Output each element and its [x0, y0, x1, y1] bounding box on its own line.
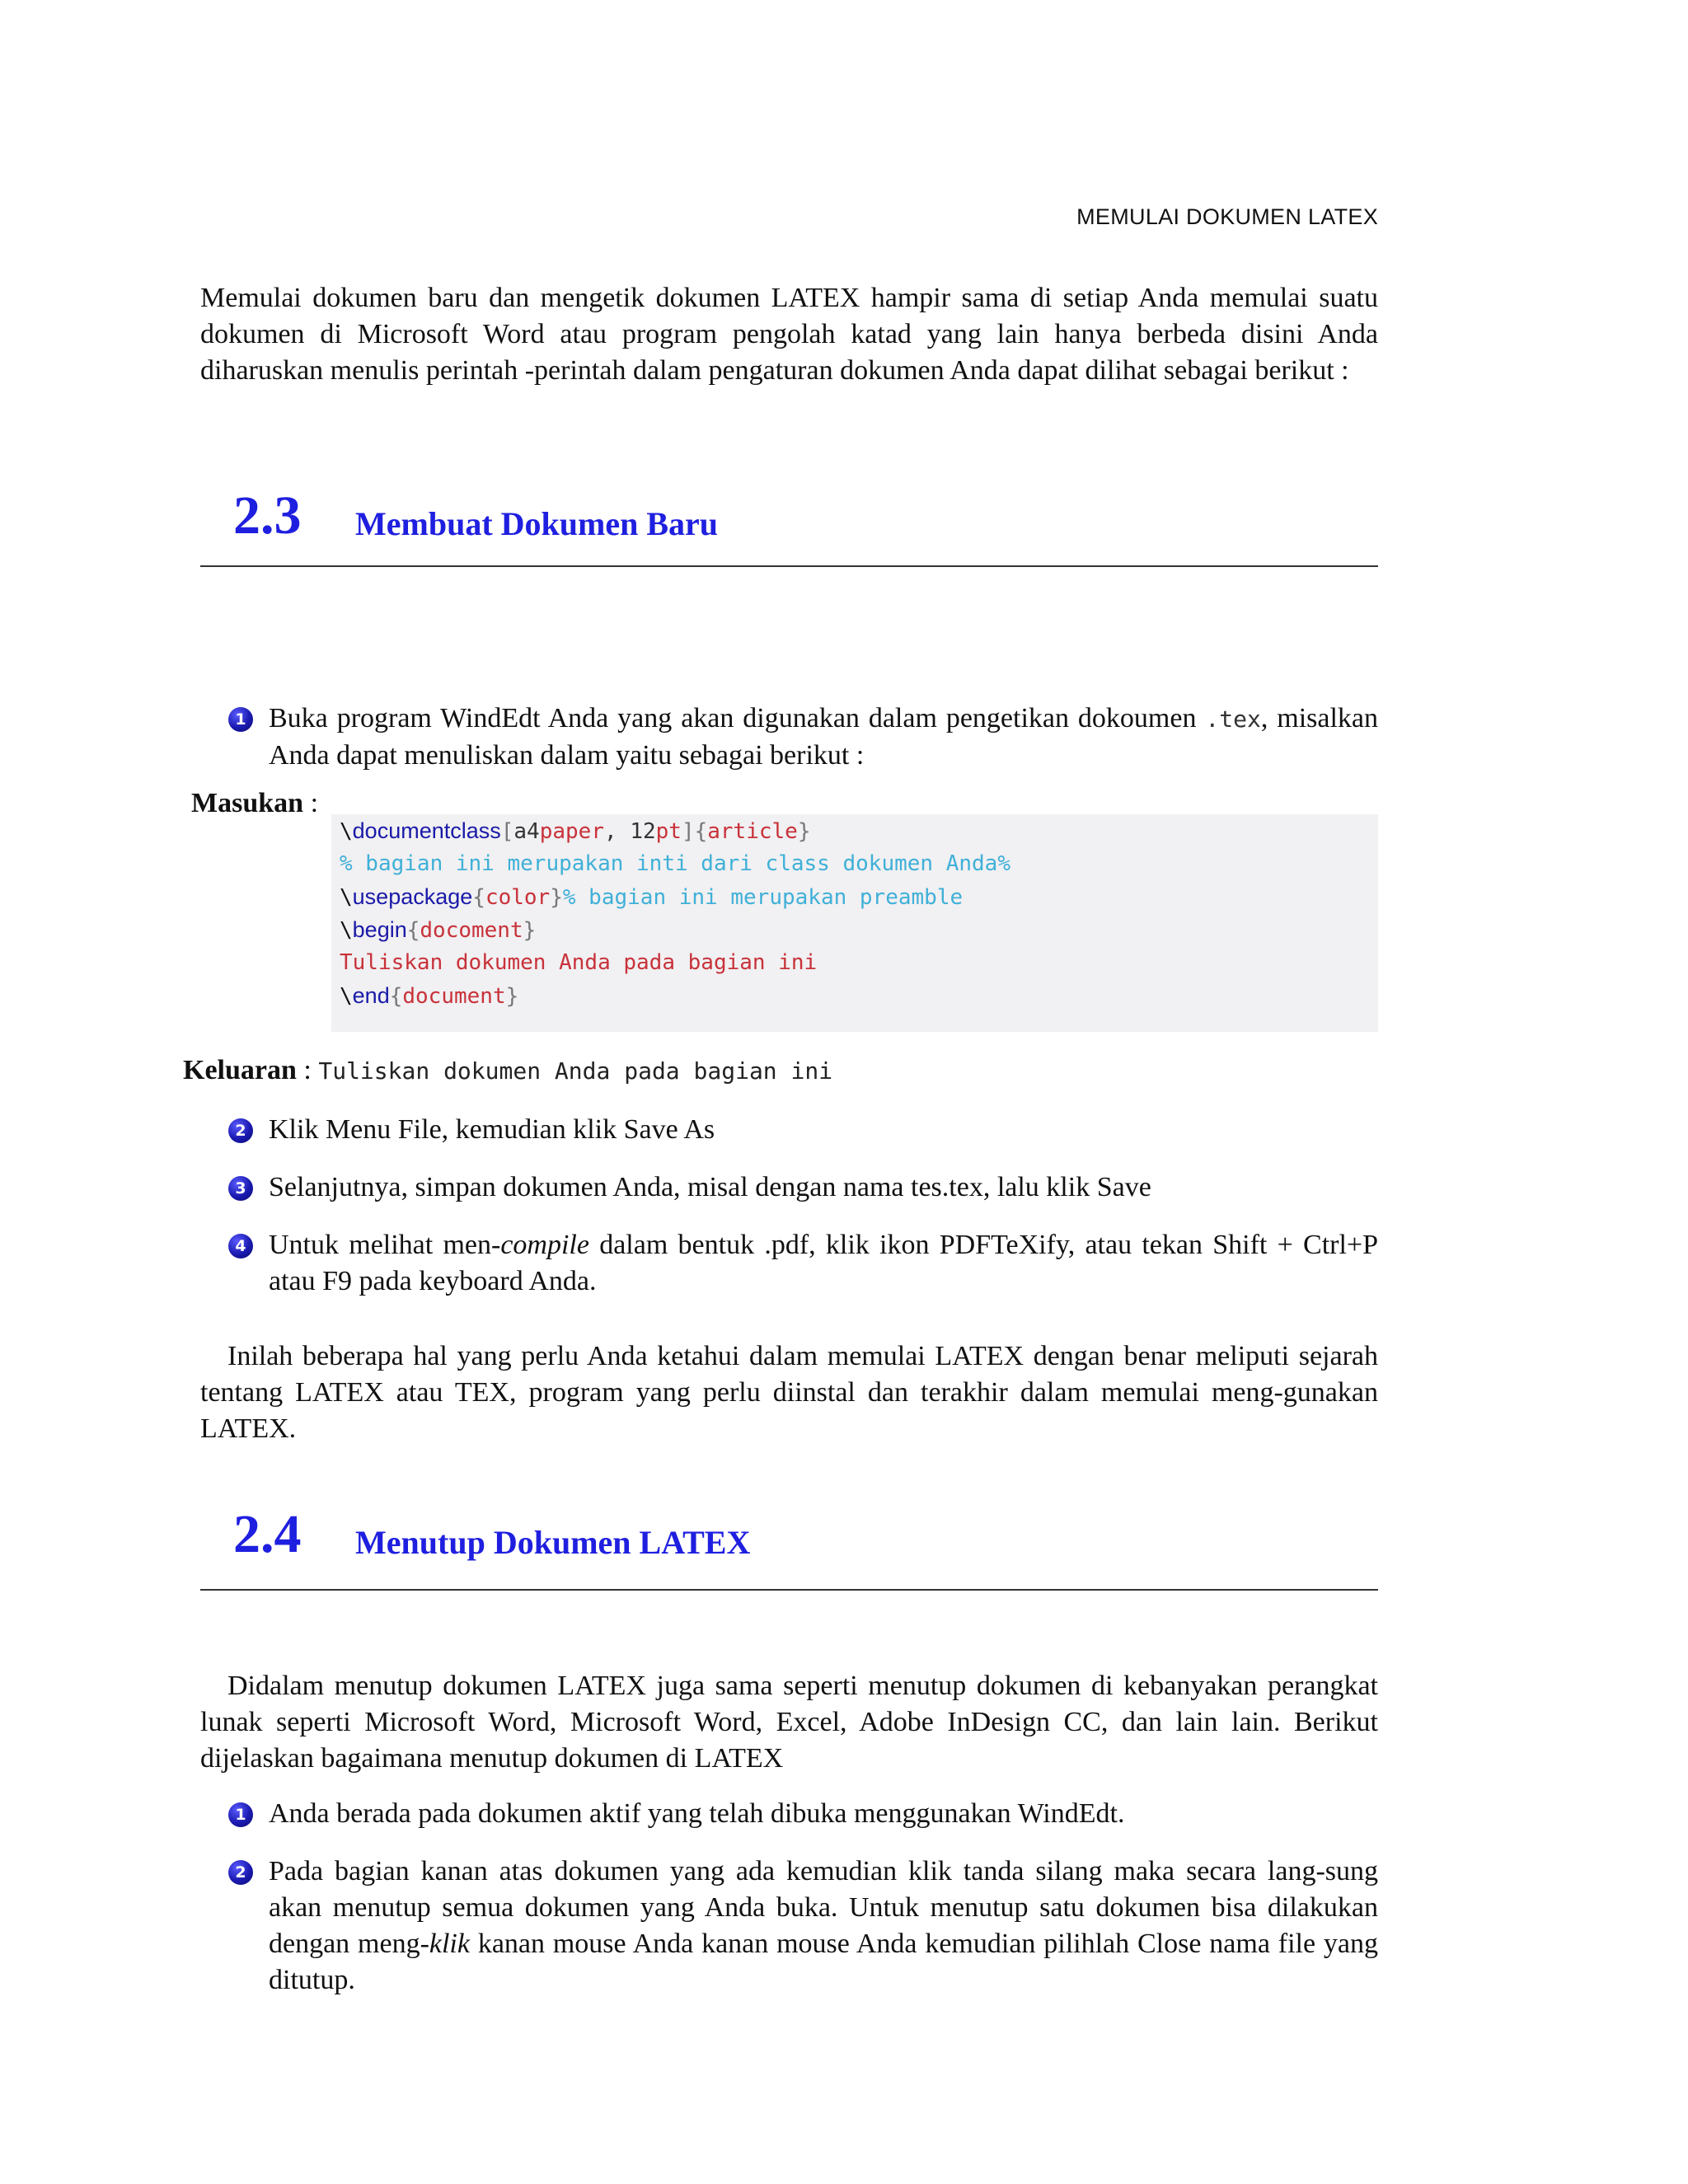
- section-number: 2.4: [233, 1504, 302, 1564]
- step-4-italic: compile: [500, 1230, 589, 1260]
- step-number-badge: 1: [228, 707, 253, 732]
- code-argument: pt: [655, 819, 682, 844]
- code-argument: docoment: [420, 918, 523, 943]
- close-step-2-text-before: Pada bagian kanan atas dokumen yang ada kemudian klik tanda silang maka secara lang-sung akan menutup semua dokumen yang Anda buka. Untuk menutup satu dokumen bisa dilakukan dengan meng-: [269, 1856, 1378, 1959]
- code-argument: paper: [539, 819, 604, 844]
- close-step-2-text-after: kanan mouse Anda kanan mouse Anda kemudian pilihlah Close nama file yang ditutup.: [269, 1929, 1378, 1995]
- section-title: Menutup Dokumen LATEX: [355, 1524, 751, 1561]
- code-command: end: [352, 983, 390, 1008]
- code-argument: article: [707, 819, 798, 844]
- output-label: Keluaran: [183, 1055, 297, 1085]
- closing-text: Inilah beberapa hal yang perlu Anda ketahui dalam memulai LATEX dengan benar meliputi sejarah tentang LATEX atau TEX, program yang perlu diinstal dan terakhir dalam memulai meng-gunakan LATEX.: [200, 1341, 1378, 1444]
- output-value: Tuliskan dokumen Anda pada bagian ini: [318, 1057, 833, 1085]
- code-argument: color: [485, 885, 551, 910]
- code-command: documentclass: [352, 818, 501, 843]
- code-bracket: [: [500, 819, 514, 844]
- close-step-2-text: [269, 1854, 1378, 1999]
- section-number: 2.3: [233, 485, 302, 546]
- step-4-text: [269, 1227, 1378, 1300]
- code-number: 12: [630, 819, 656, 844]
- step-4-text-before: Untuk melihat men-: [269, 1230, 501, 1260]
- code-comment: % bagian ini merupakan inti dari class dokumen Anda%: [340, 851, 1010, 876]
- section-2-4-intro: [200, 1668, 1378, 1777]
- step-number-badge: 1: [228, 1802, 253, 1827]
- section-heading-2-4: [200, 1503, 1378, 1602]
- code-body-text: Tuliskan dokumen Anda pada bagian ini: [340, 950, 818, 975]
- code-argument: document: [402, 984, 506, 1009]
- intro-paragraph: Memulai dokumen baru dan mengetik dokumen LATEX hampir sama di setiap Anda memulai suatu dokumen di Microsoft Word atau program pengolah katad yang lain hanya berbeda disini Anda diharuskan menulis perintah -perintah dalam pengaturan dokumen Anda dapat dilihat sebagai berikut :: [200, 283, 1378, 386]
- code-line-5: [340, 946, 817, 979]
- running-header: MEMULAI DOKUMEN LATEX: [1076, 204, 1378, 229]
- code-command: begin: [352, 917, 407, 942]
- step-number-badge: 3: [228, 1176, 253, 1201]
- input-label-text: Masukan: [191, 788, 304, 818]
- section-heading-2-3: [200, 485, 1378, 583]
- code-line-1: \documentclass[a4paper, 12pt]{article}: [340, 818, 811, 844]
- step-4-text-after: dalam bentuk .pdf, klik ikon PDFTeXify, atau tekan Shift + Ctrl+P atau F9 pada keyboard Anda.: [269, 1230, 1378, 1296]
- step-1-text-before: Buka program WindEdt Anda yang akan digunakan dalam pengetikan dokoumen: [269, 703, 1206, 733]
- code-line-3: \usepackage{color}% bagian ini merupakan preamble: [340, 884, 964, 910]
- code-line-6: \end{document}: [340, 983, 519, 1009]
- step-1-inline-code: .tex: [1205, 705, 1261, 733]
- step-number-badge: 2: [228, 1118, 253, 1143]
- code-comment: % bagian ini merupakan preamble: [562, 885, 964, 910]
- input-label: Masukan :: [191, 788, 319, 818]
- section-rule: [200, 565, 1378, 567]
- output-row: Keluaran : Tuliskan dokumen Anda pada bagian ini: [183, 1055, 833, 1085]
- code-number: a4: [513, 819, 540, 844]
- section-2-4-intro-text: Didalam menutup dokumen LATEX juga sama seperti menutup dokumen di kebanyakan perangkat lunak seperti Microsoft Word, Microsoft Word, Excel, Adobe InDesign CC, dan lain lain. Berikut dijelaskan bagaimana menutup dokumen di LATEX: [200, 1671, 1378, 1774]
- section-rule: [200, 1589, 1378, 1591]
- code-bracket: ]: [681, 819, 695, 844]
- close-step-2-italic: klik: [429, 1929, 470, 1959]
- closing-paragraph: [200, 1338, 1378, 1447]
- section-title: Membuat Dokumen Baru: [355, 505, 719, 542]
- code-line-2: [340, 847, 1010, 880]
- code-line-4: \begin{docoment}: [340, 917, 537, 943]
- step-number-badge: 4: [228, 1234, 253, 1258]
- code-command: usepackage: [352, 884, 473, 909]
- code-separator: ,: [604, 819, 631, 844]
- step-1-text: [269, 701, 1378, 774]
- step-2-text: Klik Menu File, kemudian klik Save As: [269, 1114, 715, 1145]
- step-1-text-after: , misalkan Anda dapat menuliskan dalam yaitu sebagai berikut :: [269, 703, 1379, 771]
- step-number-badge: 2: [228, 1860, 253, 1885]
- step-3-text: Selanjutnya, simpan dokumen Anda, misal dengan nama tes.tex, lalu klik Save: [269, 1172, 1151, 1202]
- close-step-1-text: Anda berada pada dokumen aktif yang telah dibuka menggunakan WindEdt.: [269, 1798, 1125, 1829]
